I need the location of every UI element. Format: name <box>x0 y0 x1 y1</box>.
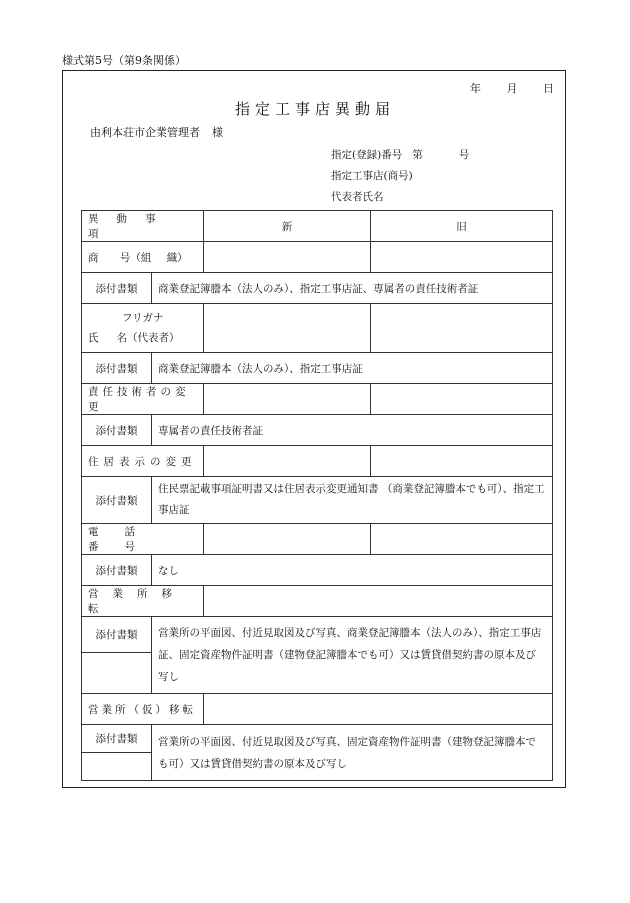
registration-dai: 第 <box>412 149 423 161</box>
office-temp-move-row <box>82 694 553 725</box>
address-old-field[interactable] <box>371 446 553 477</box>
phone-label-cell <box>82 524 204 555</box>
phone-attach-row <box>82 555 553 586</box>
office-move-attach-text: 営業所の平面図、付近見取図及び写真、商業登記簿謄本（法人のみ）、指定工事店証、固定資産物件証明書（建物登記簿謄本でも可）又は賃貸借契約書の原本及び写し <box>152 617 553 694</box>
name-label-b: 名（代表者） <box>116 332 180 344</box>
trade-name-label-a: 商 <box>88 251 99 264</box>
attach-label: 添付書類 <box>82 415 152 446</box>
attach-label: 添付書類 <box>82 353 152 384</box>
phone-row <box>82 524 553 555</box>
trade-name-label-c: 織） <box>166 251 188 264</box>
office-move-field[interactable] <box>204 586 553 617</box>
header-item-label <box>88 211 197 241</box>
form-number-label: 様式第5号（第9条関係） <box>62 54 186 67</box>
office-temp-move-attach-blank <box>82 753 152 781</box>
registration-number-label: 指定(登録)番号 <box>331 149 403 161</box>
address-attach-row <box>82 477 553 524</box>
office-move-attach-blank <box>82 653 152 694</box>
attach-label: 添付書類 <box>82 617 152 653</box>
office-temp-move-field[interactable] <box>204 694 553 725</box>
attach-label: 添付書類 <box>82 273 152 304</box>
engineer-attach-text: 専属者の責任技術者証 <box>152 415 553 446</box>
address-attach-text: 住民票記載事項証明書又は住居表示変更通知書 （商業登記簿謄本でも可）、指定工事店証 <box>152 477 553 524</box>
representative-label: 代表者氏名 <box>331 191 384 203</box>
attach-label: 添付書類 <box>82 477 152 524</box>
engineer-old-field[interactable] <box>371 384 553 415</box>
engineer-label: 責任技術者の変更 <box>82 384 204 415</box>
shop-name-label: 指定工事店(商号) <box>331 170 413 182</box>
office-temp-move-attach-text: 営業所の平面図、付近見取図及び写真、固定資産物件証明書（建物登記簿謄本でも可）又は賃貸借契約書の原本及び写し <box>152 725 553 781</box>
name-attach-text: 商業登記簿謄本（法人のみ）、指定工事店証 <box>152 353 553 384</box>
phone-new-field[interactable] <box>204 524 371 555</box>
office-temp-move-attach-row <box>82 725 553 753</box>
trade-name-attach-row <box>82 273 553 304</box>
addressee-honorific: 様 <box>212 126 223 139</box>
date-line <box>448 80 554 96</box>
engineer-attach-row <box>82 415 553 446</box>
phone-label: 電話番号 <box>88 526 161 553</box>
date-month-label: 月 <box>506 82 518 95</box>
phone-attach-text: なし <box>152 555 553 586</box>
engineer-new-field[interactable] <box>204 384 371 415</box>
header-item-cell <box>82 211 204 242</box>
name-row <box>82 304 553 353</box>
office-temp-move-label: 営業所（仮）移転 <box>82 694 204 725</box>
name-label-cell <box>82 304 204 353</box>
address-row <box>82 446 553 477</box>
document-title: 指定工事店異動届 <box>234 100 395 118</box>
office-move-row <box>82 586 553 617</box>
address-new-field[interactable] <box>204 446 371 477</box>
office-move-attach-row <box>82 617 553 653</box>
header-item-text: 異動事項 <box>88 213 174 240</box>
addressee-name: 由利本荘市企業管理者 <box>90 126 200 139</box>
name-furigana: フリガナ <box>122 312 164 324</box>
trade-name-new-field[interactable] <box>204 242 371 273</box>
name-new-field[interactable] <box>204 304 371 353</box>
header-new: 新 <box>204 211 371 242</box>
engineer-row <box>82 384 553 415</box>
trade-name-label-cell <box>82 242 204 273</box>
name-attach-row <box>82 353 553 384</box>
registration-number-line <box>331 147 469 162</box>
trade-name-row <box>82 242 553 273</box>
addressee <box>90 124 223 140</box>
header-old: 旧 <box>371 211 553 242</box>
name-label-a: 氏 <box>88 332 99 344</box>
date-year-label: 年 <box>470 82 481 95</box>
date-day-label: 日 <box>543 82 554 95</box>
name-old-field[interactable] <box>371 304 553 353</box>
attach-label: 添付書類 <box>82 555 152 586</box>
address-label: 住居表示の変更 <box>82 446 204 477</box>
registration-go: 号 <box>458 149 470 161</box>
office-move-label: 営業所移転 <box>82 586 204 617</box>
attach-label: 添付書類 <box>82 725 152 753</box>
change-items-table <box>81 210 553 781</box>
trade-name-attach-text: 商業登記簿謄本（法人のみ）、指定工事店証、専属者の責任技術者証 <box>152 273 553 304</box>
name-label <box>88 328 197 348</box>
table-header-row <box>82 211 553 242</box>
trade-name-label-b: 号（組 <box>119 251 152 264</box>
phone-old-field[interactable] <box>371 524 553 555</box>
trade-name-old-field[interactable] <box>371 242 553 273</box>
